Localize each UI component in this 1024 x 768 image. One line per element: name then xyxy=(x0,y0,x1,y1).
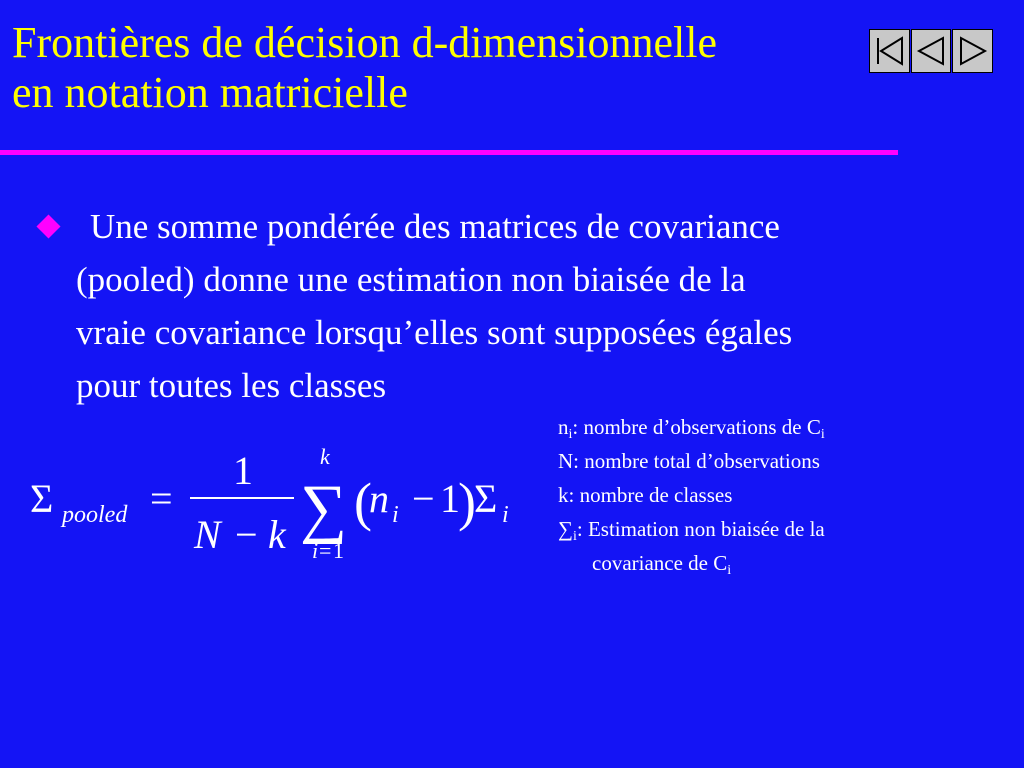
formula-minus: − xyxy=(412,476,435,521)
legend-covariance-sub: i xyxy=(727,563,732,578)
title-line-2: en notation matricielle xyxy=(12,68,408,117)
formula-sum-lower-eq: = xyxy=(319,538,332,563)
formula-n-subscript: i xyxy=(392,502,399,528)
legend-n: n xyxy=(558,415,569,439)
title-divider xyxy=(0,150,898,155)
legend-line-3: k: nombre de classes xyxy=(558,483,733,507)
first-slide-button[interactable] xyxy=(869,29,910,73)
formula-sigma-i: Σ xyxy=(474,476,498,521)
legend-n-sub: i xyxy=(568,427,573,442)
slide-navigation xyxy=(869,29,994,73)
first-slide-icon xyxy=(872,34,906,68)
next-slide-button[interactable] xyxy=(952,29,993,73)
formula-close-paren: ) xyxy=(458,472,476,532)
legend-sigma-sub: i xyxy=(572,529,577,544)
slide-title xyxy=(12,18,852,118)
bullet-line-1: Une somme pondérée des matrices de covariance xyxy=(90,207,780,246)
formula-equals: = xyxy=(150,476,173,521)
legend-line-4 xyxy=(558,512,825,546)
formula-numerator: 1 xyxy=(233,448,253,493)
formula-lhs-sigma: Σ xyxy=(30,476,54,521)
formula-denominator-k: k xyxy=(268,512,286,557)
formula-denominator-N: N xyxy=(194,512,221,557)
bullet-line-2: (pooled) donne une estimation non biaisée de la xyxy=(76,260,746,299)
symbol-legend xyxy=(558,410,825,580)
legend-covariance-desc: covariance de C xyxy=(592,551,728,575)
legend-n-desc: : nombre d’observations de C xyxy=(572,415,821,439)
formula-sum-symbol: ∑ xyxy=(300,472,348,545)
next-slide-icon xyxy=(956,34,990,68)
pooled-covariance-formula xyxy=(28,440,518,570)
formula-lhs-subscript: pooled xyxy=(62,502,128,528)
previous-slide-icon xyxy=(914,34,948,68)
legend-line-1 xyxy=(558,410,825,444)
title-line-1: Frontières de décision d-dimensionnelle xyxy=(12,18,718,67)
formula-sum-upper-limit: k xyxy=(320,444,330,469)
legend-line-2: N: nombre total d’observations xyxy=(558,449,820,473)
bullet-paragraph xyxy=(76,200,1016,412)
diamond-bullet-icon xyxy=(36,214,60,238)
formula-denominator-minus: − xyxy=(235,512,258,557)
previous-slide-button[interactable] xyxy=(911,29,952,73)
legend-sigma-desc: : Estimation non biaisée de la xyxy=(576,517,825,541)
bullet-line-4: pour toutes les classes xyxy=(76,366,387,405)
legend-line-5 xyxy=(558,546,825,580)
formula-sum-lower-i: i xyxy=(312,538,319,563)
formula-sum-lower-1: 1 xyxy=(333,538,344,563)
formula-n: n xyxy=(369,476,389,521)
bullet-line-3: vraie covariance lorsqu’elles sont supposées égales xyxy=(76,313,793,352)
legend-sigma: ∑ xyxy=(558,517,573,541)
legend-c-sub: i xyxy=(820,427,825,442)
formula-sigma-subscript: i xyxy=(502,502,509,528)
formula-open-paren: ( xyxy=(354,472,372,532)
formula-one: 1 xyxy=(440,476,460,521)
